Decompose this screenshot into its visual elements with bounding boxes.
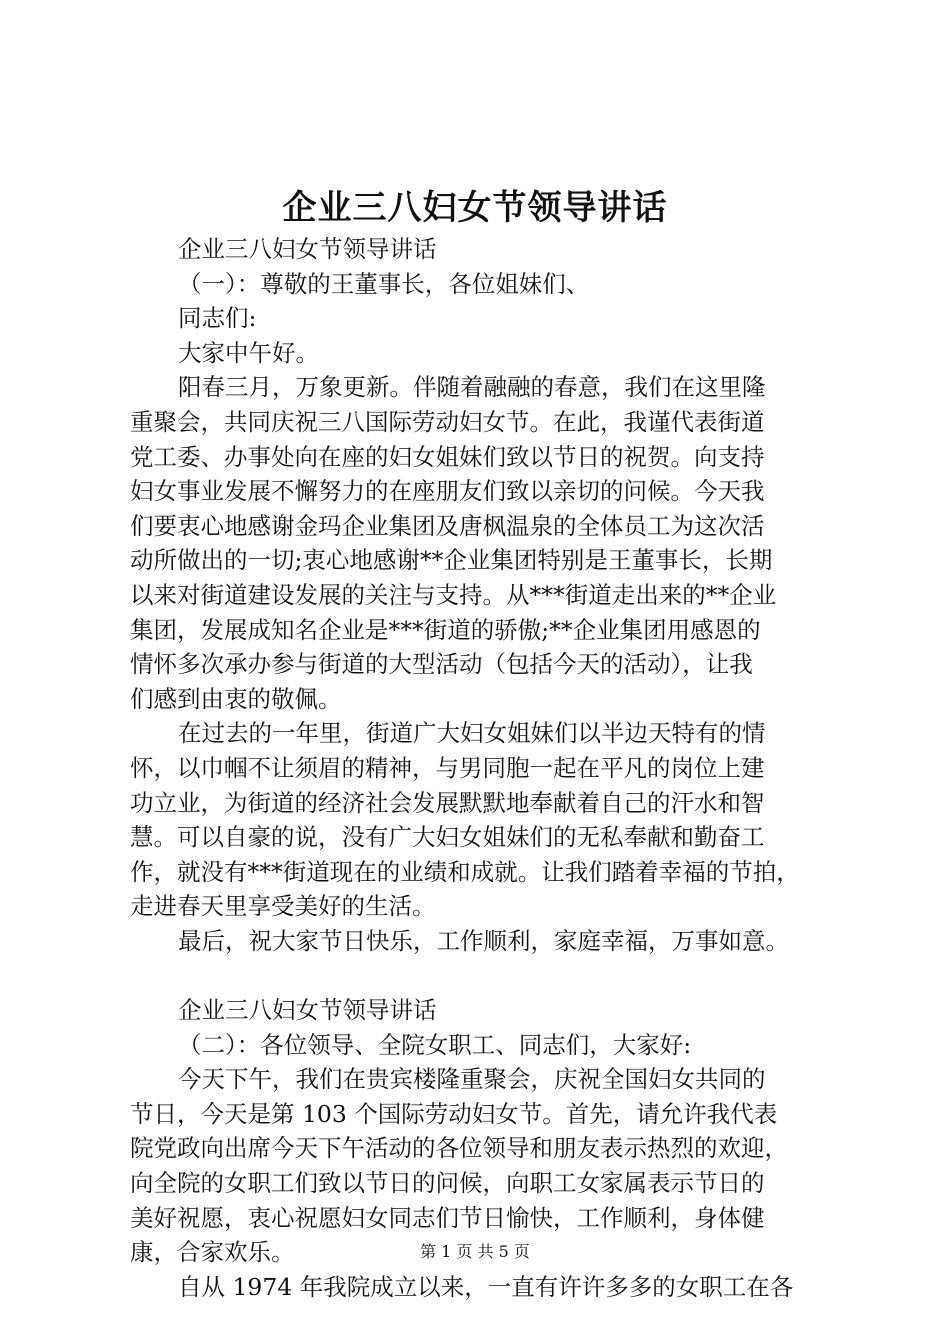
paragraph-line: 们要衷心地感谢金玛企业集团及唐枫温泉的全体员工为这次活 [130, 511, 765, 540]
paragraph-line: 走进春天里享受美好的生活。 [130, 892, 436, 921]
paragraph-line: 同志们: [178, 304, 257, 333]
paragraph-line: 企业三八妇女节领导讲话 [178, 235, 437, 263]
paragraph-line: 动所做出的一切;衷心地感谢**企业集团特别是王董事长，长期 [130, 546, 773, 575]
paragraph-line: 妇女事业发展不懈努力的在座朋友们致以亲切的问候。今天我 [130, 477, 765, 506]
paragraph-line: 们感到由衷的敬佩。 [130, 684, 342, 713]
blank-line [130, 958, 830, 993]
paragraph-line: 党工委、办事处向在座的妇女姐妹们致以节日的祝贺。向支持 [130, 442, 765, 471]
paragraph-line: 功立业，为街道的经济社会发展默默地奉献着自己的汗水和智 [130, 788, 765, 817]
paragraph-line: 情怀多次承办参与街道的大型活动（包括今天的活动），让我 [130, 650, 753, 679]
paragraph-line: 自从 1974 年我院成立以来，一直有许许多多的女职工在各 [178, 1272, 794, 1301]
paragraph-line: 在过去的一年里，街道广大妇女姐妹们以半边天特有的情 [178, 719, 766, 748]
paragraph-line: 节日，今天是第 103 个国际劳动妇女节。首先，请允许我代表 [130, 1099, 778, 1128]
paragraph-line: 向全院的女职工们致以节日的问候，向职工女家属表示节日的 [130, 1169, 765, 1198]
paragraph-line: 最后，祝大家节日快乐，工作顺利，家庭幸福，万事如意。 [178, 926, 789, 955]
paragraph-line: 美好祝愿，衷心祝愿妇女同志们节日愉快，工作顺利，身体健 [130, 1203, 765, 1232]
document-title: 企业三八妇女节领导讲话 [282, 188, 668, 228]
paragraph-line: 大家中午好。 [178, 338, 319, 367]
paragraph-line: （一）：尊敬的王董事长，各位姐妹们、 [178, 269, 590, 298]
paragraph-line: 集团，发展成知名企业是***街道的骄傲;**企业集团用感恩的 [130, 615, 761, 644]
paragraph-line: 今天下午，我们在贵宾楼隆重聚会，庆祝全国妇女共同的 [178, 1065, 766, 1094]
paragraph-line: 怀，以巾帼不让须眉的精神，与男同胞一起在平凡的岗位上建 [130, 753, 765, 782]
paragraph-line: 重聚会，共同庆祝三八国际劳动妇女节。在此，我谨代表街道 [130, 407, 765, 436]
paragraph-line: 企业三八妇女节领导讲话 [178, 996, 437, 1025]
paragraph-line: 作，就没有***街道现在的业绩和成就。让我们踏着幸福的节拍， [130, 857, 800, 886]
paragraph-line: 以来对街道建设发展的关注与支持。从***街道走出来的**企业 [130, 580, 777, 609]
paragraph-line: 康，合家欢乐。 [130, 1238, 295, 1267]
paragraph-line: 院党政向出席今天下午活动的各位领导和朋友表示热烈的欢迎， [130, 1134, 788, 1163]
paragraph-line: 慧。可以自豪的说，没有广大妇女姐妹们的无私奉献和勤奋工 [130, 823, 765, 852]
page-number-footer: 第 1 页 共 5 页 [420, 1242, 530, 1261]
document-body [130, 232, 830, 1304]
paragraph-line: 阳春三月，万象更新。伴随着融融的春意，我们在这里隆 [178, 373, 766, 402]
paragraph-line: （二）：各位领导、全院女职工、同志们，大家好: [178, 1030, 692, 1059]
